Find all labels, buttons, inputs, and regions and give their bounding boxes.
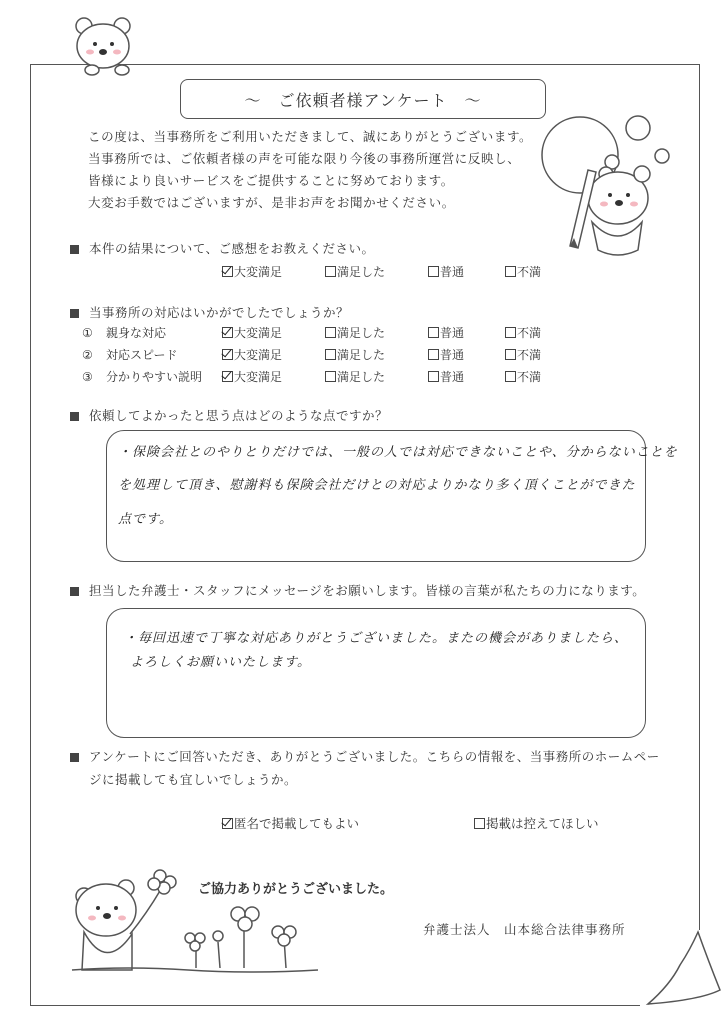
q3-answer-line: を処理して頂き、慰謝料も保険会社だけとの対応よりかなり多く頂くことができた: [118, 478, 636, 493]
q2-row-3-option-3[interactable]: [428, 368, 464, 385]
option-label: 満足した: [337, 265, 386, 279]
q4-answer-line: ・毎回迅速で丁寧な対応ありがとうございました。またの機会がありましたら、: [124, 631, 629, 646]
checkbox-checked-icon[interactable]: [222, 349, 233, 360]
bullet-square-icon: [70, 587, 79, 596]
q2-row-2-option-4[interactable]: [505, 346, 541, 363]
bear-with-pencil-illustration: [530, 110, 680, 260]
option-label: 普通: [440, 370, 465, 384]
q1-option-4[interactable]: [505, 263, 541, 280]
bear-illustration-top: [70, 14, 140, 76]
checkbox-icon[interactable]: [505, 371, 516, 382]
row-label: 対応スピード: [106, 348, 178, 362]
checkbox-icon[interactable]: [474, 818, 485, 829]
checkbox-icon[interactable]: [325, 327, 336, 338]
checkbox-icon[interactable]: [428, 371, 439, 382]
checkbox-icon[interactable]: [505, 266, 516, 277]
option-label: 不満: [517, 348, 542, 362]
question-5: [70, 747, 660, 765]
checkbox-icon[interactable]: [325, 266, 336, 277]
q2-row-1-option-2[interactable]: [325, 324, 385, 341]
row-number: ①: [82, 326, 93, 340]
option-label: 普通: [440, 265, 465, 279]
checkbox-icon[interactable]: [428, 266, 439, 277]
question-1: [70, 239, 375, 257]
q2-row-2-option-2[interactable]: [325, 346, 385, 363]
option-label: 不満: [517, 326, 542, 340]
option-label: 満足した: [337, 348, 386, 362]
law-firm-name: 弁護士法人 山本総合法律事務所: [423, 922, 626, 937]
question-3: [70, 406, 388, 424]
publish-anonymous-option[interactable]: [222, 814, 359, 832]
intro-line: この度は、当事務所をご利用いただきまして、誠にありがとうございます。: [88, 129, 533, 144]
option-label: 大変満足: [234, 370, 283, 384]
row-number: ③: [82, 370, 93, 384]
option-label: 不満: [517, 265, 542, 279]
option-label: 普通: [440, 326, 465, 340]
intro-line: 大変お手数ではございますが、是非お声をお聞かせください。: [88, 195, 455, 210]
option-label: 匿名で掲載してもよい: [234, 816, 360, 831]
q2-row-3-label: [82, 368, 202, 385]
row-label: 親身な対応: [106, 326, 167, 340]
q2-row-3-option-1[interactable]: [222, 368, 282, 385]
checkbox-icon[interactable]: [428, 327, 439, 338]
option-label: 普通: [440, 348, 465, 362]
question-4-text: 担当した弁護士・スタッフにメッセージをお願いします。皆様の言葉が私たちの力になります。: [89, 583, 646, 598]
checkbox-icon[interactable]: [505, 349, 516, 360]
q1-option-2[interactable]: [325, 263, 385, 280]
q3-answer-line: 点です。: [118, 512, 173, 527]
q3-answer-line: ・保険会社とのやりとりだけでは、一般の人では対応できないことや、分からないことを: [118, 445, 678, 460]
q2-row-3-option-2[interactable]: [325, 368, 385, 385]
checkbox-checked-icon[interactable]: [222, 371, 233, 382]
option-label: 満足した: [337, 370, 386, 384]
option-label: 掲載は控えてほしい: [486, 816, 599, 831]
q2-row-1-option-1[interactable]: [222, 324, 282, 341]
question-5-text: アンケートにご回答いただき、ありがとうございました。こちらの情報を、当事務所のホームペー: [89, 749, 660, 764]
q4-answer-line: よろしくお願いいたします。: [130, 655, 311, 670]
checkbox-icon[interactable]: [505, 327, 516, 338]
question-1-text: 本件の結果について、ご感想をお教えください。: [89, 241, 375, 256]
q2-row-2-option-3[interactable]: [428, 346, 464, 363]
option-label: 不満: [517, 370, 542, 384]
bullet-square-icon: [70, 245, 79, 254]
checkbox-icon[interactable]: [428, 349, 439, 360]
question-2-text: 当事務所の対応はいかがでしたでしょうか？: [89, 305, 350, 320]
option-label: 大変満足: [234, 348, 283, 362]
thanks-message: ご協力ありがとうございました。: [198, 882, 394, 897]
checkbox-checked-icon[interactable]: [222, 266, 233, 277]
q1-option-1[interactable]: [222, 263, 282, 280]
do-not-publish-option[interactable]: [474, 814, 599, 832]
q2-row-2-option-1[interactable]: [222, 346, 282, 363]
intro-line: 皆様により良いサービスをご提供することに努めております。: [88, 173, 454, 188]
bullet-square-icon: [70, 309, 79, 318]
question-4: [70, 581, 645, 599]
checkbox-icon[interactable]: [325, 371, 336, 382]
intro-line: 当事務所では、ご依頼者様の声を可能な限り今後の事務所運営に反映し、: [88, 151, 521, 166]
option-label: 満足した: [337, 326, 386, 340]
bullet-square-icon: [70, 412, 79, 421]
page-curl-decoration: [640, 930, 724, 1024]
question-5-text-cont: ジに掲載しても宜しいでしょうか。: [89, 772, 298, 787]
q1-option-3[interactable]: [428, 263, 464, 280]
survey-title: [180, 79, 546, 119]
row-label: 分かりやすい説明: [106, 370, 203, 384]
intro-text: [88, 126, 532, 214]
q2-row-1-option-4[interactable]: [505, 324, 541, 341]
q2-row-1-label: [82, 324, 166, 341]
row-number: ②: [82, 348, 93, 362]
checkbox-checked-icon[interactable]: [222, 818, 233, 829]
option-label: 大変満足: [234, 326, 283, 340]
q2-row-2-label: [82, 346, 178, 363]
q2-row-3-option-4[interactable]: [505, 368, 541, 385]
question-3-text: 依頼してよかったと思う点はどのような点ですか？: [89, 408, 389, 423]
checkbox-icon[interactable]: [325, 349, 336, 360]
option-label: 大変満足: [234, 265, 283, 279]
question-2: [70, 303, 349, 321]
checkbox-checked-icon[interactable]: [222, 327, 233, 338]
q2-row-1-option-3[interactable]: [428, 324, 464, 341]
bullet-square-icon: [70, 753, 79, 762]
survey-title-text: ～ ご依頼者様アンケート ～: [244, 90, 482, 110]
